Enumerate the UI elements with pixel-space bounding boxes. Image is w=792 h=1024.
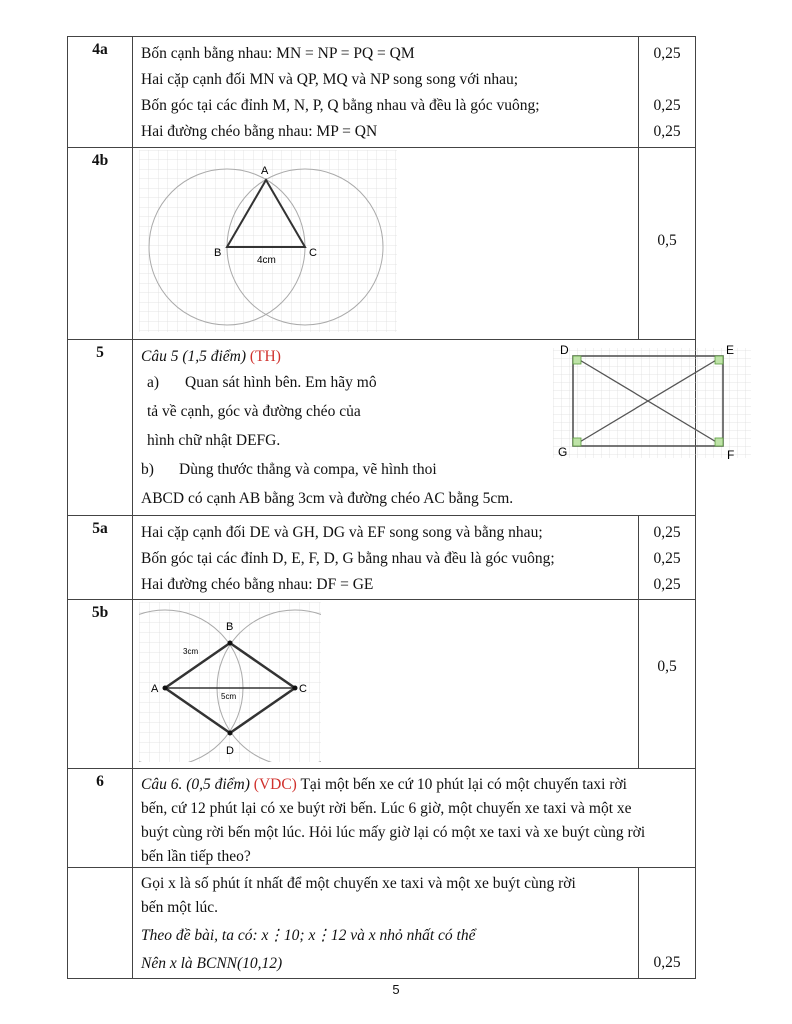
score-value: 0,5 bbox=[657, 232, 677, 249]
answer-line: Hai đường chéo bằng nhau: DF = GE bbox=[141, 576, 374, 593]
row-label: 5 bbox=[68, 340, 133, 515]
vertex-d-label: D bbox=[560, 343, 569, 357]
row-label-empty bbox=[68, 868, 133, 978]
score-cell bbox=[639, 37, 696, 147]
side-length-label: 3cm bbox=[183, 647, 199, 656]
question-text: hình chữ nhật DEFG. bbox=[147, 432, 281, 449]
score-value: 0,25 bbox=[653, 45, 681, 62]
vertex-b-label: B bbox=[214, 247, 222, 259]
answer-line: Hai đường chéo bằng nhau: MP = QN bbox=[141, 123, 378, 140]
vertex-b-label: B bbox=[226, 621, 234, 633]
question-text: Dùng thước thẳng và compa, vẽ hình thoi bbox=[179, 461, 437, 478]
answer-cell bbox=[133, 516, 639, 599]
score-value: 0,25 bbox=[653, 550, 681, 567]
row-4a bbox=[68, 37, 696, 148]
score-value: 0,25 bbox=[653, 954, 681, 971]
row-label: 4b bbox=[68, 148, 133, 339]
score-value: 0,25 bbox=[653, 576, 681, 593]
triangle-construction-figure bbox=[139, 150, 399, 332]
answer-line: Hai cặp cạnh đối DE và GH, DG và EF song song và bằng nhau; bbox=[141, 524, 543, 541]
question-text: buýt cùng rời bến một lúc. Hỏi lúc mấy giờ lại có một xe taxi và xe buýt cùng rời bbox=[141, 824, 646, 841]
score-cell bbox=[639, 148, 696, 339]
part-b-marker: b) bbox=[141, 461, 154, 478]
vertex-c-label: C bbox=[309, 247, 317, 259]
answer-table bbox=[67, 36, 735, 979]
score-value: 0,25 bbox=[653, 524, 681, 541]
row-label: 4a bbox=[68, 37, 133, 147]
question-title: Câu 6. (0,5 điểm) bbox=[141, 776, 250, 793]
answer-cell bbox=[133, 37, 639, 147]
page-number: 5 bbox=[392, 982, 400, 997]
difficulty-level: (TH) bbox=[249, 348, 281, 365]
side-length-label: 4cm bbox=[257, 255, 276, 266]
row-6 bbox=[68, 769, 696, 868]
answer-line: Hai cặp cạnh đối MN và QP, MQ và NP song song với nhau; bbox=[141, 71, 519, 88]
row-4b bbox=[68, 148, 696, 340]
vertex-b-point bbox=[228, 641, 233, 646]
vertex-d-point bbox=[228, 731, 233, 736]
diagonal-length-label: 5cm bbox=[221, 692, 237, 701]
right-angle-mark bbox=[573, 356, 581, 364]
question-text: Tại một bến xe cứ 10 phút lại có một chuyến taxi rời bbox=[300, 776, 627, 793]
vertex-d-label: D bbox=[226, 745, 234, 757]
row-5a bbox=[68, 516, 696, 600]
answer-cell bbox=[133, 868, 639, 978]
vertex-a-label: A bbox=[261, 165, 269, 177]
row-5 bbox=[68, 340, 735, 516]
score-cell bbox=[639, 868, 696, 978]
answer-line: Gọi x là số phút ít nhất để một chuyến xe taxi và một xe buýt cùng rời bbox=[141, 875, 576, 892]
rectangle-defg-figure bbox=[553, 342, 751, 460]
answer-line: Theo đề bài, ta có: x⋮10; x⋮12 và x nhỏ nhất có thể bbox=[141, 927, 476, 944]
row-label: 5b bbox=[68, 600, 133, 768]
score-value: 0,5 bbox=[657, 658, 677, 675]
question-text: bến lần tiếp theo? bbox=[141, 848, 251, 865]
vertex-g-label: G bbox=[558, 445, 568, 459]
right-angle-mark bbox=[573, 438, 581, 446]
row-label: 5a bbox=[68, 516, 133, 599]
question-text: tả về cạnh, góc và đường chéo của bbox=[147, 403, 361, 420]
answer-line: Bốn góc tại các đỉnh M, N, P, Q bằng nhau và đều là góc vuông; bbox=[141, 97, 540, 114]
vertex-a-point bbox=[163, 686, 168, 691]
answer-line: Bốn góc tại các đỉnh D, E, F, D, G bằng nhau và đều là góc vuông; bbox=[141, 550, 555, 567]
part-b-line bbox=[141, 457, 687, 483]
question-text-line bbox=[141, 773, 687, 797]
score-cell bbox=[639, 516, 696, 599]
vertex-c-label: C bbox=[299, 683, 307, 695]
question-cell bbox=[133, 340, 735, 515]
vertex-c-point bbox=[293, 686, 298, 691]
vertex-a-label: A bbox=[151, 683, 159, 695]
vertex-f-label: F bbox=[727, 448, 735, 460]
rhombus-construction-figure bbox=[139, 602, 321, 766]
figure-cell bbox=[133, 600, 639, 768]
row-label: 6 bbox=[68, 769, 133, 867]
answer-line: Bốn cạnh bằng nhau: MN = NP = PQ = QM bbox=[141, 45, 415, 62]
question-cell bbox=[133, 769, 696, 867]
score-value: 0,25 bbox=[653, 123, 681, 140]
row-6-answer bbox=[68, 868, 696, 979]
answer-line: bến một lúc. bbox=[141, 899, 219, 916]
right-angle-mark bbox=[715, 438, 723, 446]
question-text: Quan sát hình bên. Em hãy mô bbox=[185, 374, 377, 391]
score-value: 0,25 bbox=[653, 97, 681, 114]
question-title: Câu 5 (1,5 điểm) bbox=[141, 348, 247, 365]
part-a-marker: a) bbox=[147, 374, 160, 391]
question-text: ABCD có cạnh AB bằng 3cm và đường chéo AC bằng 5cm. bbox=[141, 490, 514, 507]
score-value bbox=[639, 67, 695, 93]
row-5b bbox=[68, 600, 696, 769]
figure-cell bbox=[133, 148, 639, 339]
question-text: bến, cứ 12 phút lại có xe buýt rời bến. Lúc 6 giờ, một chuyến xe taxi và một xe bbox=[141, 800, 632, 817]
difficulty-level: (VDC) bbox=[253, 776, 297, 793]
answer-line: Nên x là BCNN(10,12) bbox=[141, 955, 283, 972]
vertex-e-label: E bbox=[726, 343, 735, 357]
right-angle-mark bbox=[715, 356, 723, 364]
score-cell bbox=[639, 600, 696, 768]
